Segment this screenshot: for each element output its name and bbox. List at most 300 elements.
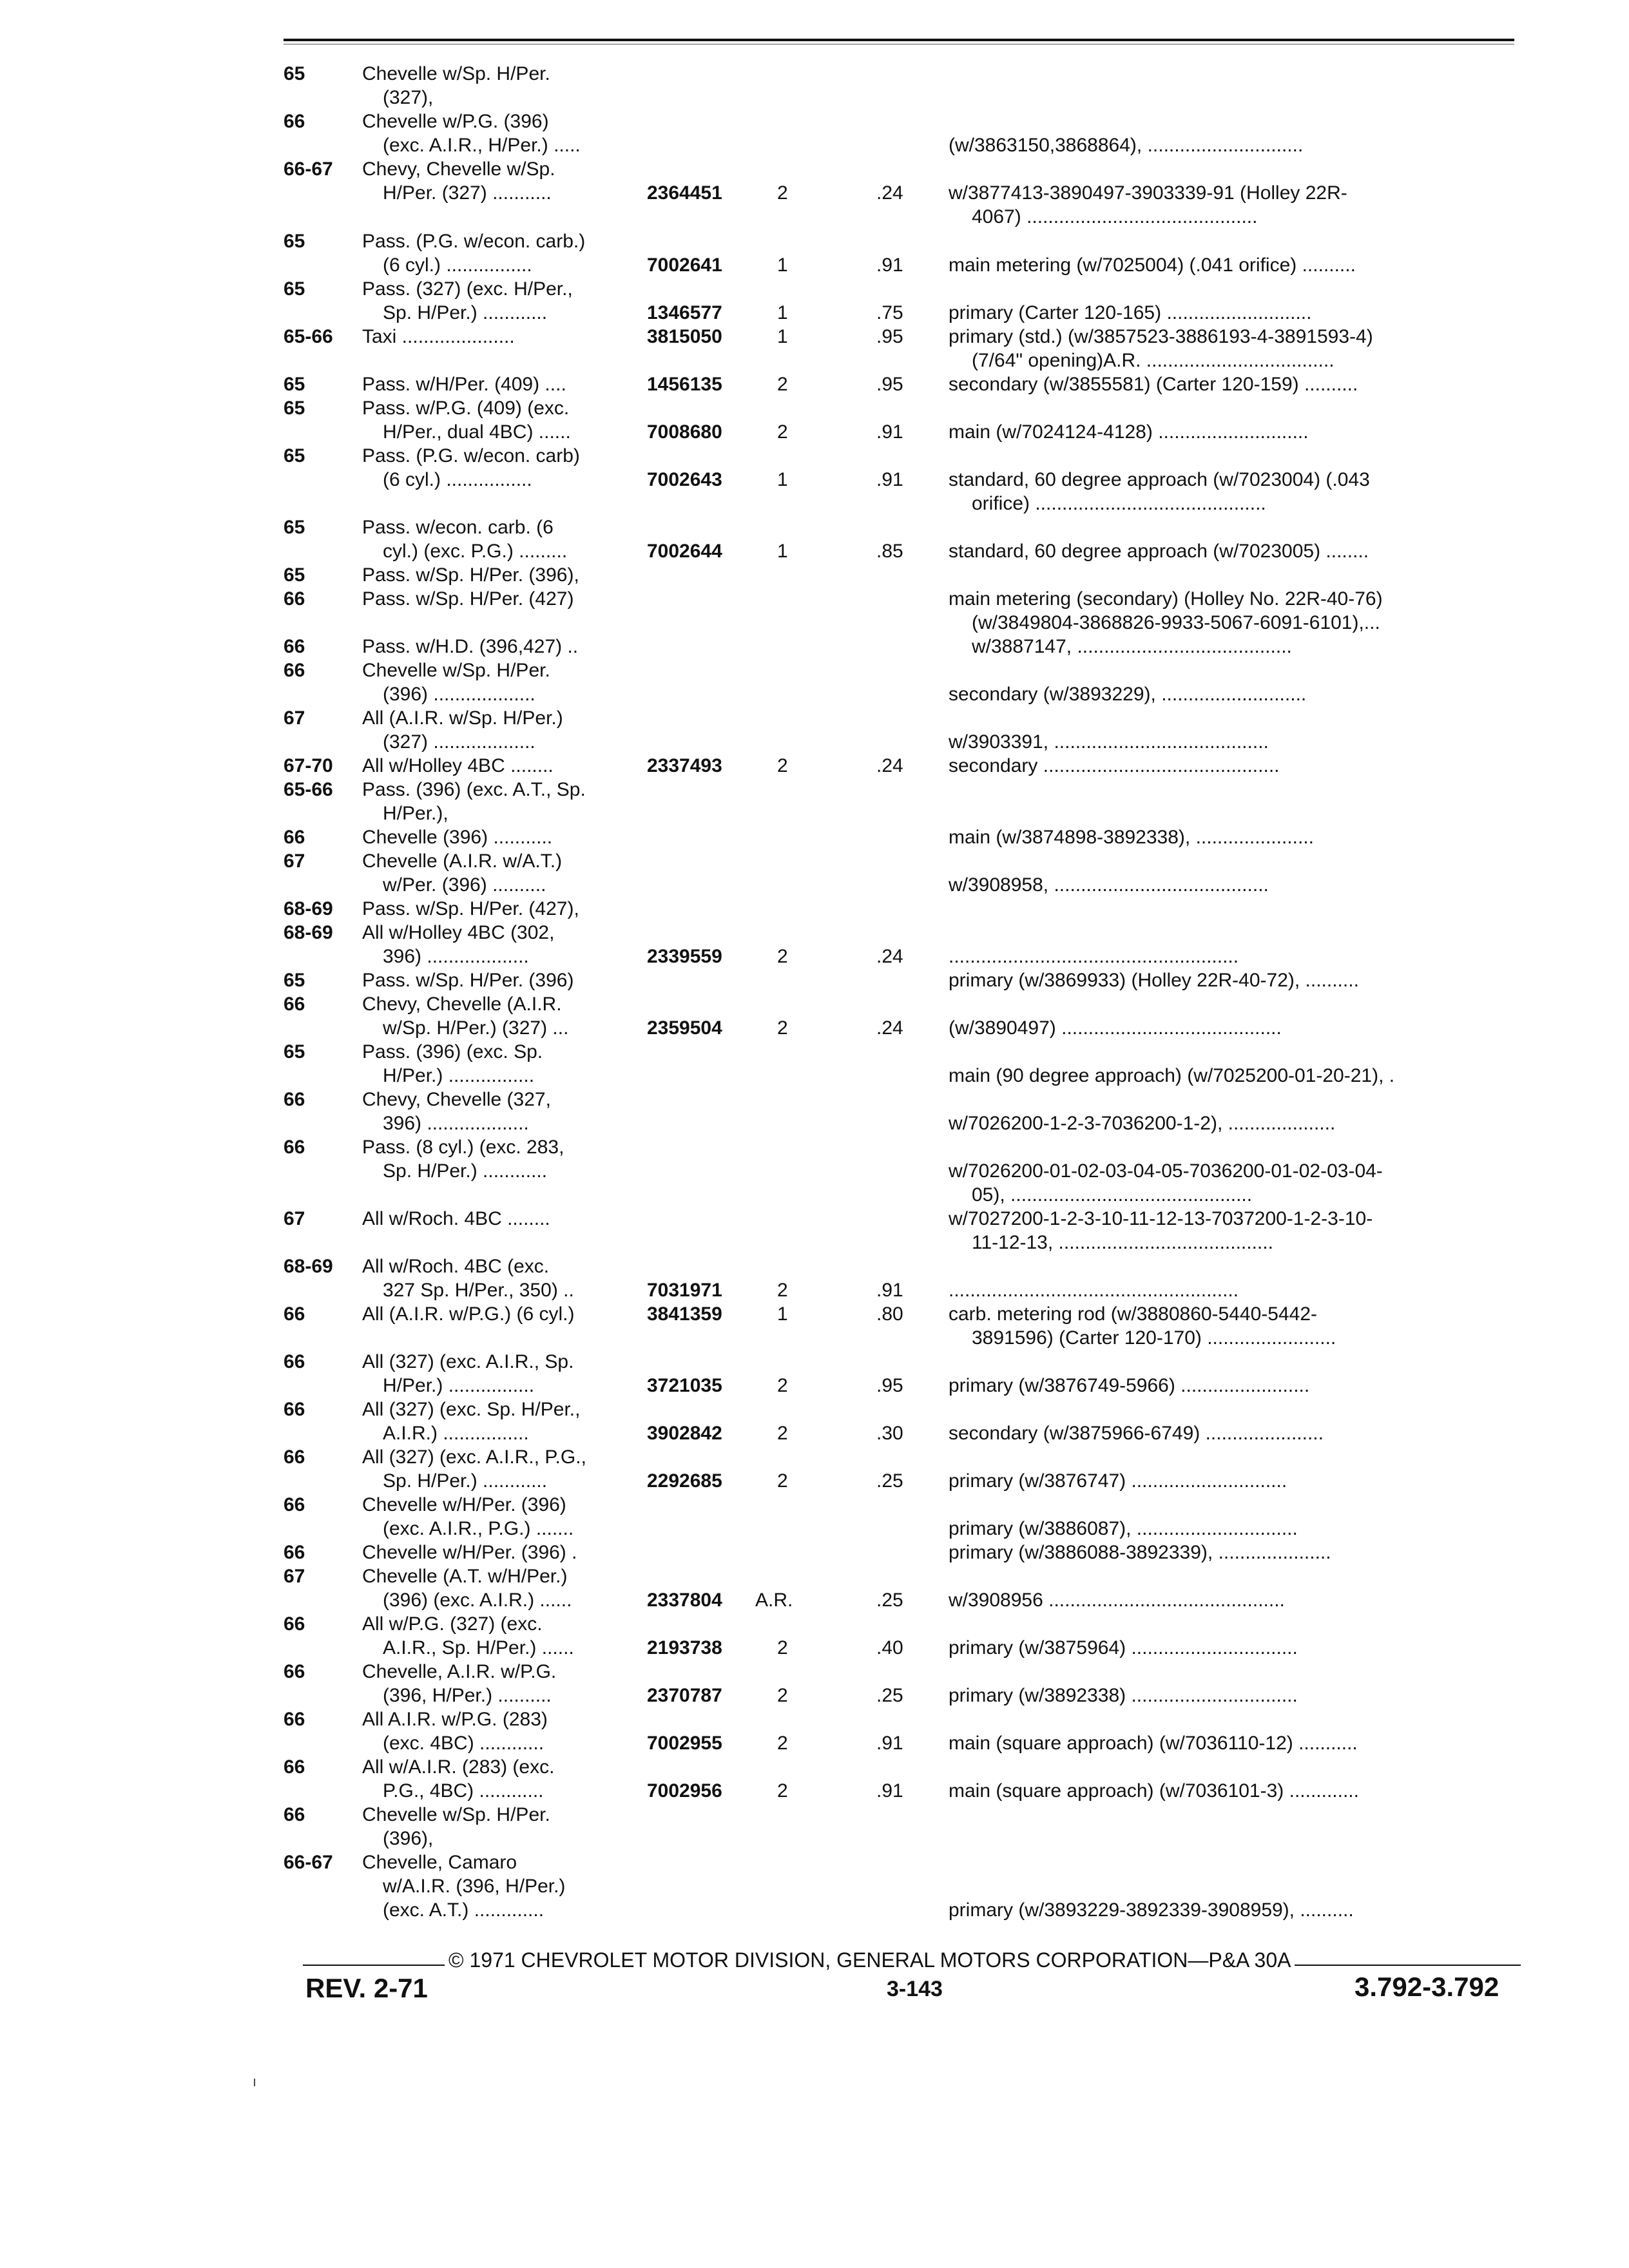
row-application: [362, 325, 646, 349]
application-line: Chevelle (396) ...........: [362, 827, 553, 848]
usage-line: [949, 1254, 1516, 1278]
application-line: All w/Holley 4BC ........: [362, 755, 554, 776]
row-year: 66: [284, 827, 305, 848]
usage-line: [949, 1088, 1516, 1111]
row-usage: [949, 325, 1516, 372]
application-line: Pass. w/Sp. H/Per. (396): [362, 970, 574, 991]
footer-left-rule: [303, 1965, 445, 1966]
usage-line: secondary (w/3855581) (Carter 120-159) ..........: [949, 374, 1358, 395]
row-usage: [949, 1445, 1516, 1493]
usage-line: primary (w/3892338) ...............................: [949, 1685, 1298, 1706]
application-line: All w/P.G. (327) (exc.: [362, 1613, 543, 1635]
application-line: (exc. A.I.R., P.G.) .......: [383, 1518, 574, 1539]
application-line: (396) (exc. A.I.R.) ......: [383, 1590, 572, 1611]
row-year: 66-67: [284, 1852, 333, 1873]
usage-line: ......................................................: [949, 946, 1239, 967]
application-line: Pass. (8 cyl.) (exc. 283,: [362, 1137, 564, 1158]
application-line: Taxi .....................: [362, 326, 515, 347]
row-usage: [949, 444, 1516, 515]
row-application: [362, 1302, 646, 1326]
row-part-number: 3721035: [647, 1375, 722, 1396]
usage-line: [949, 1135, 1516, 1159]
application-line: Chevelle w/H/Per. (396) .: [362, 1542, 577, 1563]
row-usage: [949, 110, 1516, 157]
row-quantity: 2: [777, 946, 788, 967]
usage-line: (w/3849804-3868826-9933-5067-6091-6101),...: [972, 612, 1380, 633]
usage-line: primary (Carter 120-165) ...........................: [949, 302, 1312, 323]
row-size: .95: [876, 1375, 903, 1396]
application-line: (exc. A.I.R., H/Per.) .....: [383, 135, 581, 156]
application-line: Pass. w/P.G. (409) (exc.: [362, 398, 570, 419]
application-line: Sp. H/Per.) ............: [383, 1470, 548, 1492]
row-year: 65: [284, 398, 305, 419]
usage-line: primary (w/3876749-5966) ........................: [949, 1375, 1310, 1396]
row-year: 66: [284, 1709, 305, 1730]
row-usage: [949, 1350, 1516, 1398]
usage-line: [949, 277, 1516, 301]
application-line: (6 cyl.) ................: [383, 255, 532, 276]
row-size: .24: [876, 1017, 903, 1039]
row-part-number: 3841359: [647, 1303, 722, 1325]
row-year: 66: [284, 1089, 305, 1110]
row-part-number: 1346577: [647, 302, 722, 323]
application-line: H/Per.) ................: [383, 1375, 535, 1396]
row-application: [362, 229, 646, 277]
application-line: Pass. w/H.D. (396,427) ..: [362, 636, 579, 657]
row-usage: [949, 706, 1516, 754]
usage-line: main metering (w/7025004) (.041 orifice) ..........: [949, 255, 1356, 276]
row-year: 66-67: [284, 159, 333, 180]
row-year: 65-66: [284, 326, 333, 347]
application-line: Sp. H/Per.) ............: [383, 1160, 548, 1182]
usage-line: [949, 1398, 1516, 1421]
row-usage: [949, 515, 1516, 563]
usage-line: main (square approach) (w/7036101-3) .............: [949, 1780, 1359, 1802]
row-application: [362, 587, 646, 611]
application-line: Pass. w/Sp. H/Per. (396),: [362, 564, 579, 586]
usage-line: standard, 60 degree approach (w/7023004) (.043: [949, 469, 1370, 490]
row-application: [362, 110, 646, 157]
usage-line: [949, 1612, 1516, 1636]
row-year: 66: [284, 1494, 305, 1515]
row-year: 67: [284, 850, 305, 872]
usage-line: (7/64" opening)A.R. ...................................: [972, 350, 1335, 371]
row-year: 65: [284, 63, 305, 84]
row-year: 66: [284, 636, 305, 657]
application-line: H/Per., dual 4BC) ......: [383, 421, 571, 443]
row-application: [362, 635, 646, 658]
row-quantity: 1: [777, 1303, 788, 1325]
usage-line: primary (w/3893229-3892339-3908959), ..........: [949, 1899, 1354, 1921]
row-application: [362, 444, 646, 492]
application-line: Chevelle w/H/Per. (396): [362, 1494, 566, 1515]
row-application: [362, 992, 646, 1040]
application-line: (exc. 4BC) ............: [383, 1733, 545, 1754]
usage-line: secondary (w/3875966-6749) ......................: [949, 1423, 1324, 1444]
row-size: .25: [876, 1590, 903, 1611]
row-part-number: 2292685: [647, 1470, 722, 1492]
row-application: [362, 1755, 646, 1803]
application-line: (327),: [383, 87, 434, 108]
application-line: Chevelle (A.T. w/H/Per.): [362, 1566, 568, 1587]
row-usage: [949, 1398, 1516, 1445]
application-line: H/Per.),: [383, 803, 448, 824]
row-year: 66: [284, 1399, 305, 1420]
row-usage: [949, 229, 1516, 277]
usage-line: [949, 396, 1516, 420]
row-application: [362, 825, 646, 849]
row-usage: [949, 992, 1516, 1040]
row-application: [362, 277, 646, 325]
row-year: 65: [284, 517, 305, 538]
footer-right-rule: [1295, 1965, 1521, 1966]
usage-line: w/3908956 ............................................: [949, 1590, 1285, 1611]
application-line: Chevelle w/Sp. H/Per.: [362, 660, 550, 681]
row-application: [362, 563, 646, 587]
row-quantity: 2: [777, 1470, 788, 1492]
row-year: 66: [284, 660, 305, 681]
application-line: Pass. w/H/Per. (409) ....: [362, 374, 566, 395]
application-line: Pass. (396) (exc. Sp.: [362, 1041, 543, 1062]
copyright-text: © 1971 CHEVROLET MOTOR DIVISION, GENERAL MOTORS CORPORATION—P&A 30A: [448, 1948, 1291, 1972]
row-year: 66: [284, 994, 305, 1015]
usage-line: secondary (w/3893229), ...........................: [949, 684, 1307, 705]
row-part-number: 7002955: [647, 1733, 722, 1754]
row-quantity: 2: [777, 1733, 788, 1754]
row-application: [362, 968, 646, 992]
row-year: 65: [284, 278, 305, 300]
row-year: 65: [284, 445, 305, 466]
application-line: All A.I.R. w/P.G. (283): [362, 1709, 548, 1730]
usage-line: [949, 1707, 1516, 1731]
row-year: 67: [284, 707, 305, 729]
row-usage: [949, 1850, 1516, 1922]
application-line: P.G., 4BC) ............: [383, 1780, 544, 1802]
row-usage: [949, 1660, 1516, 1707]
application-line: w/Sp. H/Per.) (327) ...: [383, 1017, 569, 1039]
application-line: (6 cyl.) ................: [383, 469, 532, 490]
row-quantity: 2: [777, 1780, 788, 1802]
usage-line: [949, 515, 1516, 539]
stray-mark: ı: [253, 2073, 257, 2090]
usage-line: [949, 157, 1516, 181]
row-usage: [949, 825, 1516, 849]
application-line: (396) ...................: [383, 684, 535, 705]
row-usage: [949, 1302, 1516, 1350]
row-application: [362, 706, 646, 754]
application-line: All (327) (exc. Sp. H/Per.,: [362, 1399, 581, 1420]
usage-line: [949, 1445, 1516, 1469]
row-usage: [949, 277, 1516, 325]
usage-line: [949, 1040, 1516, 1064]
row-usage: [949, 921, 1516, 968]
row-quantity: 2: [777, 1423, 788, 1444]
application-line: Chevelle, Camaro: [362, 1852, 517, 1873]
usage-line: primary (w/3886087), ..............................: [949, 1518, 1298, 1539]
row-usage: [949, 968, 1516, 992]
application-line: Pass. (396) (exc. A.T., Sp.: [362, 779, 586, 800]
row-quantity: 2: [777, 182, 788, 204]
row-year: 66: [284, 1804, 305, 1825]
usage-line: [949, 658, 1516, 682]
usage-line: main (90 degree approach) (w/7025200-01-20-21), .: [949, 1065, 1395, 1086]
application-line: 327 Sp. H/Per., 350) ..: [383, 1280, 574, 1301]
usage-line: main metering (secondary) (Holley No. 22R-40-76): [949, 588, 1383, 610]
row-quantity: 2: [777, 755, 788, 776]
usage-line: [949, 1755, 1516, 1779]
row-usage: [949, 157, 1516, 229]
application-line: All w/Roch. 4BC (exc.: [362, 1256, 550, 1277]
row-part-number: 2193738: [647, 1637, 722, 1658]
row-part-number: 3902842: [647, 1423, 722, 1444]
usage-line: [949, 992, 1516, 1016]
row-application: [362, 372, 646, 396]
usage-line: [949, 1874, 1516, 1898]
usage-line: (w/3863150,3868864), .............................: [949, 135, 1304, 156]
row-part-number: 2339559: [647, 946, 722, 967]
usage-line: secondary ............................................: [949, 755, 1280, 776]
application-line: Pass. (P.G. w/econ. carb.): [362, 231, 586, 252]
application-line: Chevelle w/Sp. H/Per.: [362, 63, 550, 84]
row-year: 66: [284, 1613, 305, 1635]
usage-line: main (w/7024124-4128) ............................: [949, 421, 1309, 443]
row-size: .91: [876, 255, 903, 276]
usage-line: w/3877413-3890497-3903339-91 (Holley 22R-: [949, 182, 1347, 204]
application-line: w/Per. (396) ..........: [383, 874, 546, 896]
application-line: All (327) (exc. A.I.R., P.G.,: [362, 1446, 586, 1468]
row-quantity: A.R.: [755, 1590, 793, 1611]
usage-line: [949, 1564, 1516, 1588]
row-size: .75: [876, 302, 903, 323]
row-size: .25: [876, 1470, 903, 1492]
row-part-number: 7008680: [647, 421, 722, 443]
row-application: [362, 1803, 646, 1850]
application-line: A.I.R., Sp. H/Per.) ......: [383, 1637, 574, 1658]
row-quantity: 1: [777, 326, 788, 347]
application-line: All w/Holley 4BC (302,: [362, 922, 555, 943]
row-part-number: 2337804: [647, 1590, 722, 1611]
row-quantity: 2: [777, 1017, 788, 1039]
row-size: .95: [876, 326, 903, 347]
usage-line: [949, 444, 1516, 468]
row-application: [362, 1850, 646, 1922]
application-line: All w/A.I.R. (283) (exc.: [362, 1756, 555, 1778]
usage-line: 3891596) (Carter 120-170) ........................: [972, 1327, 1336, 1349]
row-year: 68-69: [284, 922, 333, 943]
application-line: w/A.I.R. (396, H/Per.): [383, 1876, 566, 1897]
page-number: 3-143: [887, 1977, 943, 2001]
row-usage: [949, 1755, 1516, 1803]
usage-line: main (square approach) (w/7036110-12) ...........: [949, 1733, 1358, 1754]
row-part-number: 7031971: [647, 1280, 722, 1301]
top-rule: [284, 39, 1514, 41]
row-usage: [949, 849, 1516, 897]
row-year: 66: [284, 111, 305, 132]
usage-line: [949, 110, 1516, 133]
usage-line: ......................................................: [949, 1280, 1239, 1301]
row-application: [362, 1088, 646, 1135]
usage-line: primary (w/3876747) .............................: [949, 1470, 1287, 1492]
row-year: 66: [284, 1351, 305, 1372]
application-line: 396) ...................: [383, 1113, 529, 1134]
row-year: 68-69: [284, 1256, 333, 1277]
usage-line: [949, 706, 1516, 730]
row-application: [362, 1445, 646, 1493]
row-usage: [949, 1564, 1516, 1612]
row-size: .24: [876, 755, 903, 776]
row-application: [362, 921, 646, 968]
section-number: 3.792-3.792: [1354, 1972, 1499, 2002]
application-line: Pass. w/Sp. H/Per. (427),: [362, 898, 579, 919]
row-usage: [949, 372, 1516, 396]
row-year: 67: [284, 1566, 305, 1587]
application-line: Chevelle (A.I.R. w/A.T.): [362, 850, 563, 872]
row-application: [362, 1541, 646, 1564]
row-usage: [949, 396, 1516, 444]
application-line: Chevy, Chevelle (327,: [362, 1089, 551, 1110]
row-usage: [949, 1541, 1516, 1564]
application-line: cyl.) (exc. P.G.) .........: [383, 541, 568, 562]
row-year: 66: [284, 1756, 305, 1778]
row-year: 66: [284, 1446, 305, 1468]
row-usage: [949, 658, 1516, 706]
usage-line: standard, 60 degree approach (w/7023005) ........: [949, 541, 1369, 562]
row-quantity: 1: [777, 302, 788, 323]
row-quantity: 2: [777, 1685, 788, 1706]
usage-line: [949, 921, 1516, 945]
application-line: All (A.I.R. w/Sp. H/Per.): [362, 707, 563, 729]
row-usage: [949, 1088, 1516, 1135]
row-year: 65: [284, 1041, 305, 1062]
usage-line: [949, 229, 1516, 253]
row-quantity: 2: [777, 1375, 788, 1396]
row-usage: [949, 754, 1516, 778]
row-part-number: 7002641: [647, 255, 722, 276]
row-size: .91: [876, 1733, 903, 1754]
row-application: [362, 1612, 646, 1660]
row-year: 66: [284, 1542, 305, 1563]
usage-line: w/7026200-1-2-3-7036200-1-2), ....................: [949, 1113, 1336, 1134]
usage-line: [949, 1850, 1516, 1874]
revision-label: REV. 2-71: [305, 1973, 428, 2003]
row-year: 66: [284, 588, 305, 610]
row-year: 66: [284, 1303, 305, 1325]
usage-line: primary (w/3869933) (Holley 22R-40-72), ..........: [949, 970, 1359, 991]
row-year: 65: [284, 231, 305, 252]
usage-line: primary (w/3875964) ...............................: [949, 1637, 1298, 1658]
usage-line: [949, 1493, 1516, 1517]
row-size: .25: [876, 1685, 903, 1706]
row-application: [362, 1707, 646, 1755]
row-year: 68-69: [284, 898, 333, 919]
row-quantity: 2: [777, 421, 788, 443]
row-size: .24: [876, 182, 903, 204]
row-part-number: 2359504: [647, 1017, 722, 1039]
usage-line: primary (std.) (w/3857523-3886193-4-3891593-4): [949, 326, 1373, 347]
row-usage: [949, 587, 1516, 658]
row-application: [362, 1040, 646, 1088]
row-application: [362, 658, 646, 706]
application-line: 396) ...................: [383, 946, 529, 967]
row-usage: [949, 1040, 1516, 1088]
row-year: 65-66: [284, 779, 333, 800]
row-part-number: 7002956: [647, 1780, 722, 1802]
row-application: [362, 1564, 646, 1612]
row-application: [362, 1135, 646, 1183]
application-line: Chevelle, A.I.R. w/P.G.: [362, 1661, 557, 1682]
usage-line: w/3908958, ........................................: [949, 874, 1269, 896]
row-application: [362, 1493, 646, 1541]
row-year: 67: [284, 1208, 305, 1229]
row-part-number: 7002644: [647, 541, 722, 562]
row-year: 66: [284, 1137, 305, 1158]
row-part-number: 2370787: [647, 1685, 722, 1706]
row-quantity: 2: [777, 1637, 788, 1658]
row-application: [362, 754, 646, 778]
application-line: Chevy, Chevelle w/Sp.: [362, 159, 555, 180]
usage-line: carb. metering rod (w/3880860-5440-5442-: [949, 1303, 1318, 1325]
row-year: 65: [284, 970, 305, 991]
usage-line: w/3903391, ........................................: [949, 731, 1269, 753]
application-line: Chevy, Chevelle (A.I.R.: [362, 994, 562, 1015]
application-line: (exc. A.T.) .............: [383, 1899, 545, 1921]
application-line: Chevelle w/P.G. (396): [362, 111, 549, 132]
application-line: Pass. w/econ. carb. (6: [362, 517, 554, 538]
usage-line: w/7026200-01-02-03-04-05-7036200-01-02-03-04-: [949, 1160, 1383, 1182]
application-line: Pass. (327) (exc. H/Per.,: [362, 278, 573, 300]
row-application: [362, 849, 646, 897]
application-line: H/Per.) ................: [383, 1065, 535, 1086]
row-year: 66: [284, 1661, 305, 1682]
row-usage: [949, 1135, 1516, 1207]
row-application: [362, 1254, 646, 1302]
usage-line: 05), .............................................: [972, 1184, 1253, 1206]
row-application: [362, 515, 646, 563]
application-line: (396),: [383, 1828, 434, 1849]
application-line: (327) ...................: [383, 731, 535, 753]
row-usage: [949, 1254, 1516, 1302]
row-usage: [949, 1493, 1516, 1541]
row-year: 67-70: [284, 755, 333, 776]
usage-line: [949, 849, 1516, 873]
row-usage: [949, 1612, 1516, 1660]
row-size: .91: [876, 469, 903, 490]
row-quantity: 1: [777, 541, 788, 562]
row-quantity: 1: [777, 469, 788, 490]
row-application: [362, 1207, 646, 1231]
row-size: .80: [876, 1303, 903, 1325]
row-part-number: 2337493: [647, 755, 722, 776]
application-line: All w/Roch. 4BC ........: [362, 1208, 550, 1229]
row-application: [362, 1350, 646, 1398]
usage-line: (w/3890497) .........................................: [949, 1017, 1282, 1039]
footer-copyright-line: [303, 1947, 1521, 1973]
row-part-number: 1456135: [647, 374, 722, 395]
row-application: [362, 1398, 646, 1445]
row-application: [362, 897, 646, 921]
application-line: (396, H/Per.) ..........: [383, 1685, 552, 1706]
usage-line: w/3887147, ........................................: [972, 636, 1292, 657]
row-quantity: 1: [777, 255, 788, 276]
row-application: [362, 1660, 646, 1707]
usage-line: [949, 1660, 1516, 1684]
row-size: .85: [876, 541, 903, 562]
row-part-number: 2364451: [647, 182, 722, 204]
usage-line: 4067) ...........................................: [972, 206, 1258, 227]
application-line: All (327) (exc. A.I.R., Sp.: [362, 1351, 574, 1372]
row-application: [362, 778, 646, 825]
application-line: Chevelle w/Sp. H/Per.: [362, 1804, 550, 1825]
